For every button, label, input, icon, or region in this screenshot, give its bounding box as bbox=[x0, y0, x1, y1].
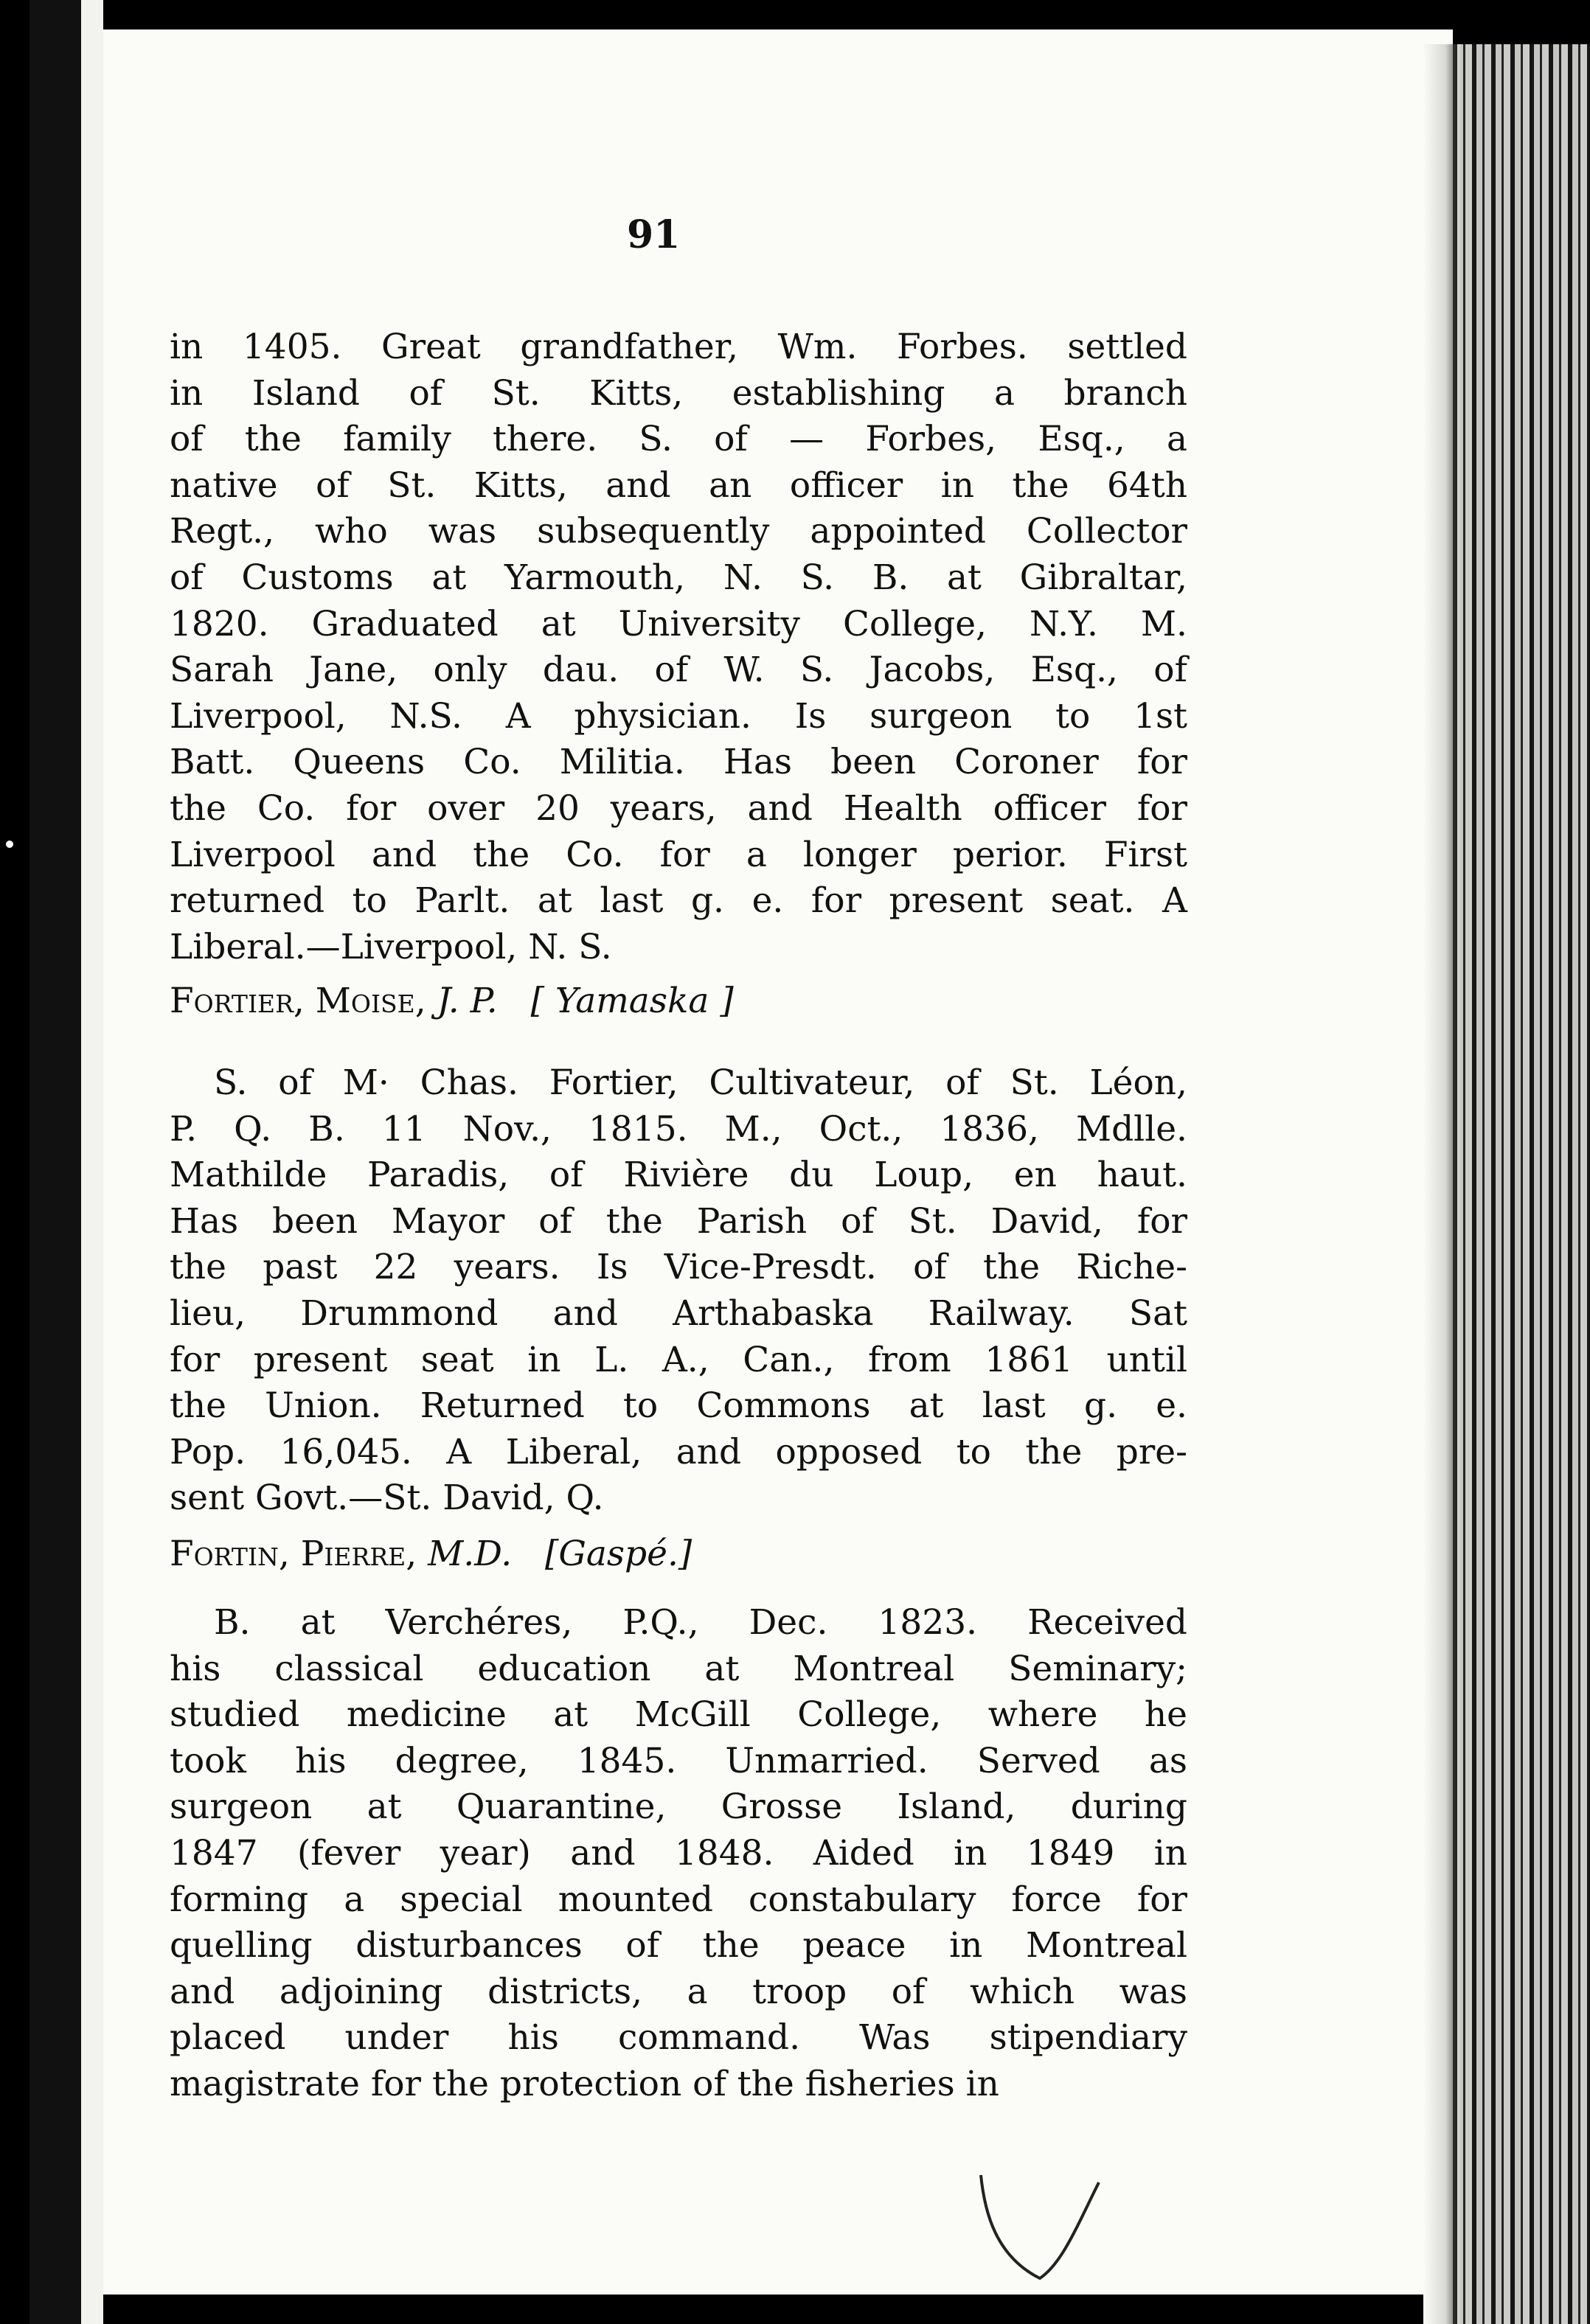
margin-dot bbox=[6, 841, 13, 848]
text-line: placed under his command. Was stipendiary bbox=[170, 2017, 1187, 2059]
text-line: Regt., who was subsequently appointed Collector bbox=[170, 511, 1187, 552]
text-line: studied medicine at McGill College, where he bbox=[170, 1694, 1187, 1736]
text-line: in 1405. Great grandfather, Wm. Forbes. settled bbox=[170, 327, 1187, 367]
entry-forbes-continued bbox=[170, 324, 1187, 970]
text-line: Pop. 16,045. A Liberal, and opposed to the pre- bbox=[170, 1431, 1187, 1472]
book-binding-edge bbox=[29, 0, 81, 2324]
entry-title: J. P. bbox=[437, 981, 498, 1021]
page-edge-speckle bbox=[1453, 44, 1590, 2324]
text-line: Batt. Queens Co. Militia. Has been Coroner for bbox=[170, 742, 1187, 783]
text-line: Liverpool, N.S. A physician. Is surgeon to 1st bbox=[170, 695, 1187, 737]
entry-heading-fortier bbox=[170, 981, 734, 1021]
text-line: for present seat in L. A., Can., from 1861 until bbox=[170, 1339, 1187, 1380]
entry-heading-fortin bbox=[170, 1534, 692, 1574]
text-line: and adjoining districts, a troop of which was bbox=[170, 1971, 1187, 2012]
text-line: sent Govt.—St. David, Q. bbox=[170, 1478, 604, 1519]
entry-riding: [ Yamaska ] bbox=[530, 981, 734, 1021]
text-line: Liverpool and the Co. for a longer perior. First bbox=[170, 834, 1187, 875]
entry-name: Fortin, Pierre, bbox=[170, 1534, 417, 1574]
page-inner-margin bbox=[81, 0, 103, 2324]
page-number: 91 bbox=[627, 212, 681, 257]
text-line: lieu, Drummond and Arthabaska Railway. Sat bbox=[170, 1293, 1187, 1334]
text-line: of the family there. S. of — Forbes, Esq., a bbox=[170, 419, 1187, 460]
entry-fortin-body bbox=[170, 1600, 1187, 2108]
text-line: S. of M· Chas. Fortier, Cultivateur, of St. Léon, bbox=[214, 1062, 1187, 1103]
text-line: 1820. Graduated at University College, N.Y. M. bbox=[170, 603, 1187, 644]
text-line: Liberal.—Liverpool, N. S. bbox=[170, 926, 612, 967]
entry-name: Fortier, Moise, bbox=[170, 981, 426, 1021]
text-line: native of St. Kitts, and an officer in the 64th bbox=[170, 465, 1187, 506]
text-line: magistrate for the protection of the fisheries in bbox=[170, 2063, 999, 2104]
text-line: the Union. Returned to Commons at last g. e. bbox=[170, 1385, 1187, 1427]
entry-title: M.D. bbox=[428, 1534, 513, 1574]
text-line: quelling disturbances of the peace in Montreal bbox=[170, 1925, 1187, 1966]
pencil-mark-icon bbox=[951, 2168, 1114, 2295]
text-line: of Customs at Yarmouth, N. S. B. at Gibraltar, bbox=[170, 557, 1187, 598]
text-line: the Co. for over 20 years, and Health officer for bbox=[170, 787, 1187, 829]
text-line: 1847 (fever year) and 1848. Aided in 1849 in bbox=[170, 1832, 1187, 1874]
text-line: forming a special mounted constabulary force for bbox=[170, 1879, 1187, 1920]
text-line: Mathilde Paradis, of Rivière du Loup, en haut. bbox=[170, 1155, 1187, 1196]
text-line: B. at Verchéres, P.Q., Dec. 1823. Received bbox=[214, 1602, 1187, 1643]
text-line: the past 22 years. Is Vice-Presdt. of the Riche- bbox=[170, 1247, 1187, 1288]
text-line: his classical education at Montreal Seminary; bbox=[170, 1648, 1187, 1689]
text-line: Sarah Jane, only dau. of W. S. Jacobs, Esq., of bbox=[170, 650, 1187, 691]
text-line: P. Q. B. 11 Nov., 1815. M., Oct., 1836, Mdlle. bbox=[170, 1108, 1187, 1149]
text-line: surgeon at Quarantine, Grosse Island, during bbox=[170, 1787, 1187, 1828]
text-line: in Island of St. Kitts, establishing a branch bbox=[170, 372, 1187, 414]
book-page bbox=[103, 29, 1453, 2295]
entry-fortier-body bbox=[170, 1060, 1187, 1522]
text-line: Has been Mayor of the Parish of St. David, for bbox=[170, 1200, 1187, 1242]
text-line: took his degree, 1845. Unmarried. Served as bbox=[170, 1740, 1187, 1781]
text-line: returned to Parlt. at last g. e. for present seat. A bbox=[170, 880, 1187, 922]
entry-riding: [Gaspé.] bbox=[545, 1534, 692, 1574]
